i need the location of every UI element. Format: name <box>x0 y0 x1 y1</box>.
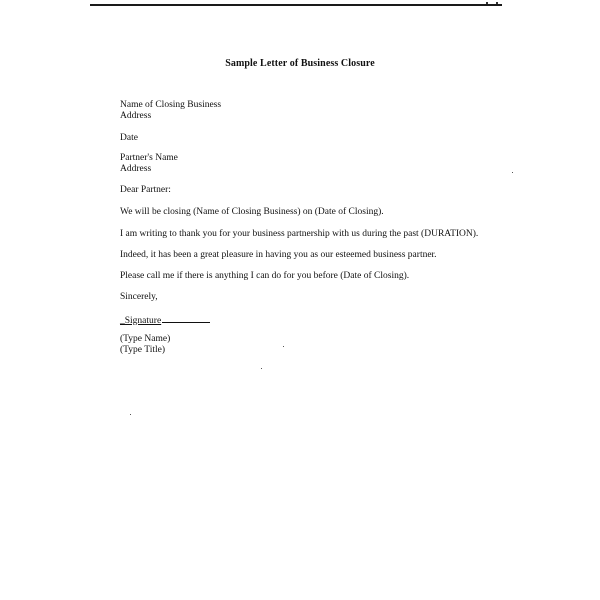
scan-speck <box>130 414 131 415</box>
paragraph-2: I am writing to thank you for your business partnership with us during the past (DURATION). <box>120 229 479 239</box>
top-rule <box>90 4 502 6</box>
scan-speck <box>512 172 513 173</box>
paragraph-3: Indeed, it has been a great pleasure in having you as our esteemed business partner. <box>120 250 437 260</box>
paragraph-4: Please call me if there is anything I can do for you before (Date of Closing). <box>120 271 410 281</box>
partner-address: Address <box>120 164 152 174</box>
closing: Sincerely, <box>120 292 158 302</box>
business-name: Name of Closing Business <box>120 100 222 110</box>
top-rule-marks <box>486 2 502 8</box>
signature-rule <box>162 314 210 323</box>
business-address: Address <box>120 111 152 121</box>
salutation: Dear Partner: <box>120 185 171 195</box>
signature-line <box>120 314 210 327</box>
scan-speck <box>261 368 262 369</box>
scan-speck <box>283 346 284 347</box>
type-name: (Type Name) <box>120 334 171 344</box>
paragraph-1: We will be closing (Name of Closing Business) on (Date of Closing). <box>120 207 384 217</box>
letter-title: Sample Letter of Business Closure <box>225 58 375 69</box>
signature-text: _Signature <box>120 316 162 326</box>
type-title: (Type Title) <box>120 345 165 355</box>
partner-name: Partner's Name <box>120 153 178 163</box>
letter-date: Date <box>120 133 138 143</box>
